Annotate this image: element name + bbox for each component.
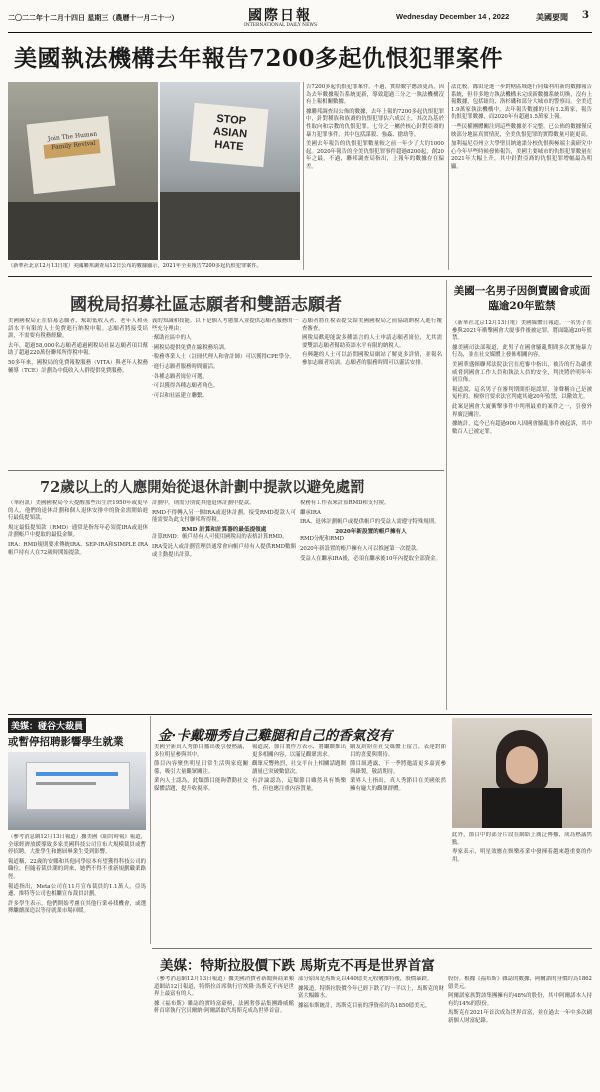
retire-col3-para: 受益人在繼承IRA後，必須在繼承後10年內提取全部資金。 bbox=[300, 555, 441, 562]
kim-column-d bbox=[452, 832, 592, 944]
volunteer-col2-para: ·可以獲得各種志願者角色。 bbox=[152, 383, 219, 390]
musk-col1-para: 據《福布斯》雜誌的實時富豪榜，法國奢侈品集團路威酩軒首席執行官貝爾納·阿爾諾取代馬斯克成為世界首富。 bbox=[154, 1000, 294, 1015]
kim-col-c-para: 業界人士指出，真人秀節目在美國依然擁有龐大的觀眾群體。 bbox=[350, 778, 446, 792]
musk-column-1 bbox=[154, 976, 294, 1086]
kim-col-b-para: 有評論認為，這類節目雖然具有娛樂性，但也應注重內容質量。 bbox=[252, 778, 346, 792]
prison-para: 據統計，迄今已有超過900人因國會騷亂事件被起訴，其中數百人已被定罪。 bbox=[452, 421, 592, 435]
musk-col3-para: 馬斯克在2021年首次成為世界首富，並在過去一年中多次刷新個人財富紀錄。 bbox=[448, 1010, 592, 1024]
lead-col1-para: 美國去年報告的仇恨犯罪數量較之前一年少了大約1000起。2020年報告的全美仇恨犯罪事件超過8200起，創20年之最。不過，聯邦調查局指出，上報年的數據存在偏差。 bbox=[306, 141, 444, 170]
volunteer-col2-para: ·幫助社區中的人 bbox=[152, 335, 192, 342]
musk-col2-para: 部分原因是馬斯克以440億美元收購推特後，股價暴跌。 bbox=[298, 976, 433, 982]
retire-col3-para: RMD分配和RMD bbox=[300, 536, 344, 543]
retire-column-2 bbox=[152, 500, 296, 712]
lead-col1-para: 告7200多起仇恨犯罪案件。不過，實際數字應該更高，因為去年數據報告系統更新，導致超過三分之一執法機構沒有上報相關數據。 bbox=[306, 84, 444, 106]
prison-para: 報道說，這名男子在審判期間拒絕認罪，並聲稱自己是被冤枉的。檢察官要求法官判處其逾20年監禁，以儆效尤。 bbox=[452, 386, 592, 401]
lead-photo-2 bbox=[160, 82, 300, 260]
lead-photo-caption: （新華社北京12月13日電）美國聯邦調查局12日公布的數據顯示，2021年全美報告7200多起仇恨犯罪案件。 bbox=[8, 263, 262, 269]
retire-column-3 bbox=[300, 500, 442, 712]
lead-col1-para: 據聯邦調查局公佈的數據，去年上報的7200多起仇恨犯罪中，針對種族和族裔的仇恨犯罪佔六成以上，其次為基於性取向和宗教的仇恨犯罪。七分之一屬於核心針對亞裔的暴力犯罪事件，其中包括謀殺、強姦、搶劫等。 bbox=[306, 108, 444, 138]
masthead-page-number: 3 bbox=[582, 10, 589, 21]
prison-para: 據美國司法部報道，此男子在國會騷亂期間多次實施暴力行為，並在社交媒體上發佈相關內容。 bbox=[452, 344, 592, 359]
prison-headline: 美國一名男子因倒賣國會或面臨逾20年監禁 bbox=[453, 285, 591, 312]
kim-col-d-para: 此外，節目中的部分片段在網絡上廣泛傳播，成為熱議焦點。 bbox=[452, 832, 592, 846]
prison-para: 此案是國會大廈衝擊事件中判刑最重的案件之一，引發外界廣泛關注。 bbox=[452, 403, 592, 418]
kim-col-b-para: 報道說，節目製作方表示，將繼續推出更多相關內容，以滿足觀眾需求。 bbox=[252, 744, 346, 758]
volunteer-col2-para: ·進行志願者服務時間靈活。 bbox=[152, 363, 219, 370]
kim-headline: 金·卡戴珊秀自己雞腿和自己的香氣沒有 bbox=[158, 728, 393, 744]
volunteer-headline: 國稅局招募社區志願者和雙語志願者 bbox=[70, 295, 342, 315]
meta-sidebar bbox=[8, 718, 146, 1070]
kim-photo bbox=[452, 718, 592, 828]
musk-col1-para: （參考消息網12月13日報道）據美國消費者新聞與商業頻道網站12日報道，特斯拉首席執行官埃隆·馬斯克不再是世界上最富有的人。 bbox=[154, 976, 294, 998]
kim-col-b-para: 觀眾反響熱烈，社交平台上相關話題閱讀量已突破數億次。 bbox=[252, 761, 346, 775]
meta-para: 報道指出，Meta公司在11月宣布裁員約1.1萬人，亞馬遜、推特等公司也相繼宣布裁員計劃。 bbox=[8, 883, 146, 898]
musk-col3-para: 阿爾諾家族對該集團擁有約48%的股份，其中阿爾諾本人持有約14%的股份。 bbox=[448, 993, 592, 1007]
kim-column-a bbox=[154, 744, 248, 944]
lead-column-2 bbox=[451, 84, 592, 272]
volunteer-col3-para: 志願者將在稅表提交給美國國稅局之前協助納稅人進行覆查審查。 bbox=[302, 318, 442, 332]
kim-column-c bbox=[350, 744, 446, 944]
retire-subhead-2: 2020年新設置的帳戶擁有人 bbox=[335, 528, 407, 535]
lead-photo-1-sign: Join The Human Family Revival bbox=[47, 130, 98, 152]
volunteer-col3-para: 國稅局歡迎能說多種語言的人士申請志願者崗位，尤其需要雙語志願者幫助英語水平有限的納稅人。 bbox=[302, 335, 442, 349]
volunteer-col3-para: 有興趣的人士可以訪問國稅局網站了解更多詳情，並報名參加志願者培訓。志願者的服務時間可以靈活安排。 bbox=[302, 352, 442, 366]
prison-para: （新華社北京12月13日電）美國媒體日報道，一名男子在參與2021年衝擊國會大廈事件後被定罪，將面臨逾20年監禁。 bbox=[452, 320, 592, 342]
retire-col2-para: 計劃中，則需分別從其他退休計劃中提款。 bbox=[152, 500, 255, 506]
masthead bbox=[8, 4, 592, 32]
musk-column-3 bbox=[448, 976, 592, 1086]
lead-col2-para: 一些民權團體關注到這些數據並不完整。已公佈的數據僅反映部分地區真實情況，全美仇恨犯罪的實際數量可能更高。 bbox=[451, 123, 592, 138]
volunteer-col1-para: 50多年來，國稅局的免費報稅服務（VITA）與老年人稅務輔導（TCE）計劃為中低收入人群提供免費服務。 bbox=[8, 359, 148, 374]
retire-col2-para: IRA受託人或計劃管理員通常會向帳戶持有人提供RMD數額或主動提出計算。 bbox=[152, 543, 296, 558]
lead-photo-1 bbox=[8, 82, 158, 260]
retire-headline: 72歲以上的人應開始從退休計劃中提款以避免處罰 bbox=[40, 479, 365, 496]
volunteer-column-2 bbox=[152, 318, 298, 466]
volunteer-col2-para: ·國稅局提供免費在線稅務培訓。 bbox=[152, 344, 230, 351]
retire-col1-para: IRA：RMD規則要求傳統IRA、SEP-IRA和SIMPLE IRA帳戶持有人在72歲時開始提款。 bbox=[8, 541, 148, 556]
volunteer-column-1 bbox=[8, 318, 148, 466]
retire-col3-para: 繼承IRA bbox=[300, 509, 321, 516]
retire-subhead-1: RMD 計算和計算器的最低提領處 bbox=[181, 526, 267, 533]
kim-column-b bbox=[252, 744, 346, 944]
retire-col3-para: 稅務有工作表來計算RMD和支付稅。 bbox=[300, 500, 390, 506]
volunteer-col1-para: 美國國稅局正在招募志願者，幫助低收入者、老年人和英語水平有限的人士免費進行納稅申報。志願者將接受培訓，不需要有稅務經驗。 bbox=[8, 318, 148, 340]
retire-column-1 bbox=[8, 500, 148, 712]
masthead-section: 美國要聞 bbox=[536, 12, 568, 22]
masthead-paper-name: 國際日報 bbox=[248, 8, 312, 24]
meta-tag: 美媒：碰谷大裁員 bbox=[8, 718, 86, 733]
meta-photo bbox=[8, 752, 146, 830]
musk-col2-para: 據福布斯統計，馬斯克目前的淨資產約為1850億美元。 bbox=[298, 1002, 431, 1009]
meta-para: （參考消息網12月13日報道）據美國《紐約時報》報道，全球經濟放緩導致多家美國科技公司宣布大規模裁員或暫停招聘，大批學生和應屆畢業生受到影響。 bbox=[8, 834, 146, 856]
meta-body bbox=[8, 834, 146, 1070]
meta-para: 許多學生表示，他們開始考慮在其他行業尋找機會，或選擇繼續深造以等待就業市場回暖。 bbox=[8, 900, 146, 915]
volunteer-col2-para: ·可以和社區建立聯繫。 bbox=[152, 392, 208, 399]
retire-col2-para: RMD不得轉入另一個IRA或退休計劃。接受RMD提款人可能需要為此支付聯邦所得稅。 bbox=[152, 509, 296, 524]
masthead-date-en: Wednesday December 14 , 2022 bbox=[396, 12, 510, 21]
kim-col-c-para: 網友紛紛在社交媒體上留言，表達對節目的喜愛與期待。 bbox=[350, 744, 446, 758]
lead-col2-para: 法比較。緣由是進一步對轄區域進行同類利用新的數據報告系統，但非多地方執法機構未完成新數據系統切換，沒有上報數據，包括紐約、洛杉磯和部分大城市的警察局。全美近1.9萬家執法機構中，去年報告數據的只有1.2萬家，報告仇恨犯罪數據，而2020年有超過1.5萬家上報。 bbox=[451, 84, 592, 121]
prison-para: 美國華盛頓聯邦法院法官在庭審中指出，被告的行為嚴重威脅到國會工作人員和執法人員的安全，判決將於明年年初宣佈。 bbox=[452, 361, 592, 384]
kim-col-d-para: 專家表示，明星效應在娛樂產業中發揮着越來越重要的作用。 bbox=[452, 849, 592, 863]
retire-col1-para: 規定最低提領款（RMD）通常是指每年必須從IRA或退休計劃帳戶中提取的最低金額。 bbox=[8, 524, 148, 539]
musk-col3-para: 股份。根據《福布斯》雜誌的數據，阿爾諾的身價約為1862億美元。 bbox=[448, 976, 592, 990]
lead-headline: 美國執法機構去年報告7200多起仇恨犯罪案件 bbox=[14, 45, 504, 72]
meta-headline: 或暫停招聘影響學生就業 bbox=[8, 736, 124, 748]
volunteer-col1-para: 去年，超過58,000名志願者通過國稅局社區志願者項目幫助了超過220萬份聯邦所得稅申報。 bbox=[8, 342, 148, 357]
kim-col-a-para: 節目內容聚焦明星日常生活與家庭關係，吸引大量觀眾關注。 bbox=[154, 761, 248, 775]
lead-col2-para: 加利福尼亞州立大學聖貝納迪諾分校仇恨與極端主義研究中心今年早些時候發佈報告，美國主要城市的仇恨犯罪數量在2021年大幅上升，其中針對亞裔的仇恨犯罪增幅最為明顯。 bbox=[451, 141, 592, 170]
retire-col2-para: 計算RMD：帳戶持有人可使用國稅局的表格計算RMD。 bbox=[152, 534, 288, 541]
volunteer-col2-para: ·稅務專業人士（註冊代理人和會計師）可以獲得CPE學分。 bbox=[152, 354, 295, 361]
volunteer-col2-para: ·各種志願者崗位可選。 bbox=[152, 373, 208, 380]
lead-photo-2-sign: STOP ASIAN HATE bbox=[212, 112, 248, 154]
masthead-date-cn: 二〇二二年十二月十四日 星期三（農曆十一月二十一） bbox=[8, 13, 179, 22]
volunteer-column-3 bbox=[302, 318, 442, 466]
volunteer-col2-para: 義的知識和技能。以下是個人考慮加入並提供志願者服務的一些充分理由： bbox=[152, 318, 298, 332]
prison-body bbox=[452, 320, 592, 712]
kim-col-a-para: 業內人士認為，此類節目能夠帶動社交媒體話題，提升收視率。 bbox=[154, 778, 248, 792]
kim-col-a-para: 美國全新真人秀節目播出後引發熱議，多位明星參與其中。 bbox=[154, 744, 248, 758]
musk-col2-para: 據報道，特斯拉股價今年已經下跌了約一半以上，馬斯克的財富大幅縮水。 bbox=[298, 985, 444, 1000]
retire-col1-para: （華府訊）美國國稅局今天提醒那些出生於1950年或更早的人，他們的退休計劃和個人退休安排中的資金需開始進行最低提領款。 bbox=[8, 500, 148, 522]
masthead-paper-name-en: INTERNATIONAL DAILY NEWS bbox=[244, 23, 318, 28]
musk-column-2 bbox=[298, 976, 444, 1086]
lead-column-1 bbox=[306, 84, 444, 272]
retire-col3-para: IRA、退休計劃帳戶或提供帳戶的受益人需遵守特殊規則。 bbox=[300, 519, 440, 526]
meta-para: 報道稱，22歲的安娜和其他同學原本有望獲得科技公司的職位，但隨着裁員潮的到來，她們不得不重新規劃職業路徑。 bbox=[8, 858, 146, 880]
musk-headline: 美媒：特斯拉股價下跌 馬斯克不再是世界首富 bbox=[160, 958, 435, 974]
kim-col-c-para: 節目組透露，下一季將邀請更多嘉賓參與錄製，敬請期待。 bbox=[350, 761, 446, 775]
retire-col3-para: 2020年新設置的帳戶擁有人可以推遲第一次提款。 bbox=[300, 545, 422, 552]
